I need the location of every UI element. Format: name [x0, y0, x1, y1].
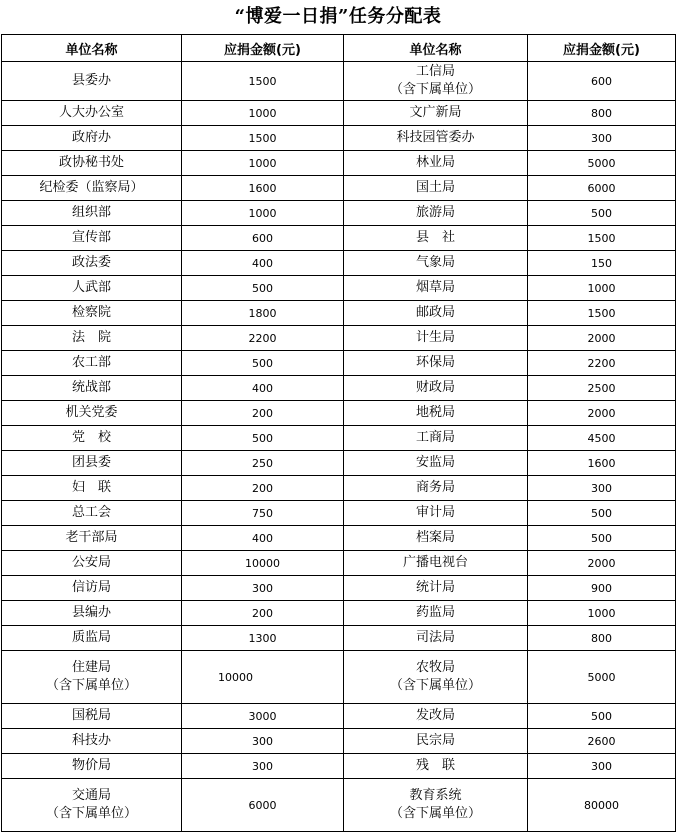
right-amount: 1600	[528, 451, 676, 476]
left-unit-name	[2, 151, 182, 176]
left-unit-name	[2, 626, 182, 651]
right-amount: 1500	[528, 301, 676, 326]
right-unit-name	[344, 251, 528, 276]
left-amount: 500	[182, 276, 344, 301]
left-unit-name	[2, 62, 182, 101]
unit-name-line: 统计局	[415, 580, 455, 595]
unit-name-line: （含下属单位）	[389, 678, 481, 693]
unit-name-line: 工信局	[415, 64, 455, 79]
left-unit-name	[2, 779, 182, 832]
unit-name-line: 安监局	[415, 455, 455, 470]
header-unit-name-left: 单位名称	[2, 35, 182, 62]
left-unit-name	[2, 704, 182, 729]
table-row	[2, 451, 676, 476]
unit-name-line: 国税局	[71, 708, 111, 723]
left-unit-name	[2, 601, 182, 626]
table-row	[2, 376, 676, 401]
left-amount: 250	[182, 451, 344, 476]
unit-name-line: （含下属单位）	[389, 806, 481, 821]
table-row	[2, 126, 676, 151]
right-amount: 300	[528, 476, 676, 501]
left-unit-name	[2, 351, 182, 376]
right-amount: 2000	[528, 551, 676, 576]
left-amount: 3000	[182, 704, 344, 729]
left-unit-name	[2, 401, 182, 426]
unit-name-line: 政府办	[71, 130, 111, 145]
unit-name-line: 商务局	[415, 480, 455, 495]
table-row	[2, 401, 676, 426]
left-unit-name	[2, 126, 182, 151]
left-amount: 10000	[182, 551, 344, 576]
donation-table	[1, 34, 676, 832]
unit-name-line: 县 社	[415, 230, 455, 245]
right-unit-name	[344, 601, 528, 626]
unit-name-line: 工商局	[415, 430, 455, 445]
left-unit-name	[2, 301, 182, 326]
unit-name-line: 气象局	[415, 255, 455, 270]
right-unit-name	[344, 126, 528, 151]
left-unit-name	[2, 426, 182, 451]
unit-name-line: 县委办	[71, 73, 111, 88]
left-amount: 1500	[182, 126, 344, 151]
right-unit-name	[344, 176, 528, 201]
right-unit-name	[344, 501, 528, 526]
right-unit-name	[344, 526, 528, 551]
right-unit-name	[344, 426, 528, 451]
left-unit-name	[2, 526, 182, 551]
unit-name-line: 信访局	[71, 580, 111, 595]
left-unit-name	[2, 754, 182, 779]
right-amount: 500	[528, 501, 676, 526]
left-amount: 750	[182, 501, 344, 526]
left-amount: 200	[182, 401, 344, 426]
right-unit-name	[344, 151, 528, 176]
header-row	[2, 35, 676, 62]
unit-name-line: 住建局	[71, 660, 111, 675]
right-unit-name	[344, 451, 528, 476]
unit-name-line: 农牧局	[415, 660, 455, 675]
unit-name-line: 审计局	[415, 505, 455, 520]
right-unit-name	[344, 576, 528, 601]
unit-name-line: 档案局	[415, 530, 455, 545]
header-amount-left: 应捐金额(元)	[182, 35, 344, 62]
unit-name-line: 文广新局	[409, 105, 462, 120]
left-amount: 1600	[182, 176, 344, 201]
unit-name-line: 政协秘书处	[58, 155, 124, 170]
table-row	[2, 476, 676, 501]
left-unit-name	[2, 501, 182, 526]
left-amount: 2200	[182, 326, 344, 351]
right-amount: 500	[528, 201, 676, 226]
right-unit-name	[344, 754, 528, 779]
left-amount: 400	[182, 526, 344, 551]
right-unit-name	[344, 101, 528, 126]
left-unit-name	[2, 201, 182, 226]
right-amount: 2000	[528, 401, 676, 426]
table-row	[2, 151, 676, 176]
right-amount: 300	[528, 754, 676, 779]
right-amount: 800	[528, 626, 676, 651]
table-row	[2, 501, 676, 526]
right-unit-name	[344, 201, 528, 226]
right-amount: 600	[528, 62, 676, 101]
left-amount: 10000	[182, 651, 344, 704]
left-amount: 200	[182, 601, 344, 626]
unit-name-line: 发改局	[415, 708, 455, 723]
table-row	[2, 251, 676, 276]
unit-name-line: （含下属单位）	[45, 678, 137, 693]
left-amount: 300	[182, 576, 344, 601]
left-amount: 1500	[182, 62, 344, 101]
right-amount: 900	[528, 576, 676, 601]
right-amount: 1000	[528, 276, 676, 301]
left-unit-name	[2, 376, 182, 401]
left-amount: 1300	[182, 626, 344, 651]
table-body	[2, 62, 676, 832]
left-amount: 300	[182, 729, 344, 754]
unit-name-line: 药监局	[415, 605, 455, 620]
unit-name-line: 烟草局	[415, 280, 455, 295]
left-amount: 500	[182, 351, 344, 376]
table-row	[2, 551, 676, 576]
unit-name-line: 政法委	[71, 255, 111, 270]
table-row	[2, 426, 676, 451]
unit-name-line: 广播电视台	[402, 555, 468, 570]
right-amount: 150	[528, 251, 676, 276]
unit-name-line: 妇 联	[71, 480, 111, 495]
table-row	[2, 62, 676, 101]
right-amount: 800	[528, 101, 676, 126]
unit-name-line: 财政局	[415, 380, 455, 395]
table-row	[2, 576, 676, 601]
unit-name-line: 党 校	[71, 430, 111, 445]
right-unit-name	[344, 704, 528, 729]
left-amount: 1000	[182, 151, 344, 176]
table-row	[2, 526, 676, 551]
unit-name-line: 人大办公室	[58, 105, 124, 120]
unit-name-line: 计生局	[415, 330, 455, 345]
right-unit-name	[344, 376, 528, 401]
left-unit-name	[2, 226, 182, 251]
right-unit-name	[344, 276, 528, 301]
left-unit-name	[2, 101, 182, 126]
left-amount: 400	[182, 251, 344, 276]
unit-name-line: 县编办	[71, 605, 111, 620]
left-unit-name	[2, 729, 182, 754]
unit-name-line: 国土局	[415, 180, 455, 195]
left-amount: 600	[182, 226, 344, 251]
right-amount: 1500	[528, 226, 676, 251]
unit-name-line: 林业局	[415, 155, 455, 170]
table-row	[2, 779, 676, 832]
right-amount: 5000	[528, 151, 676, 176]
table-row	[2, 351, 676, 376]
unit-name-line: 环保局	[415, 355, 455, 370]
document-title: “博爱一日捐”任务分配表	[234, 6, 442, 27]
left-unit-name	[2, 176, 182, 201]
right-unit-name	[344, 476, 528, 501]
right-unit-name	[344, 62, 528, 101]
table-row	[2, 101, 676, 126]
unit-name-line: 组织部	[71, 205, 111, 220]
unit-name-line: 残 联	[415, 758, 455, 773]
table-row	[2, 651, 676, 704]
unit-name-line: 教育系统	[409, 788, 462, 803]
unit-name-line: 科技园管委办	[396, 130, 475, 145]
left-unit-name	[2, 551, 182, 576]
right-amount: 2000	[528, 326, 676, 351]
unit-name-line: 宣传部	[71, 230, 111, 245]
right-amount: 4500	[528, 426, 676, 451]
left-unit-name	[2, 651, 182, 704]
unit-name-line: 质监局	[71, 630, 111, 645]
unit-name-line: 统战部	[71, 380, 111, 395]
table-row	[2, 226, 676, 251]
right-amount: 5000	[528, 651, 676, 704]
unit-name-line: 团县委	[71, 455, 111, 470]
header-amount-right: 应捐金额(元)	[528, 35, 676, 62]
left-amount: 1000	[182, 101, 344, 126]
left-amount: 1800	[182, 301, 344, 326]
left-unit-name	[2, 276, 182, 301]
left-unit-name	[2, 451, 182, 476]
table-row	[2, 326, 676, 351]
table-row	[2, 754, 676, 779]
right-unit-name	[344, 626, 528, 651]
unit-name-line: 交通局	[71, 788, 111, 803]
left-amount: 200	[182, 476, 344, 501]
left-amount: 400	[182, 376, 344, 401]
right-unit-name	[344, 301, 528, 326]
left-amount: 500	[182, 426, 344, 451]
right-unit-name	[344, 551, 528, 576]
unit-name-line: 农工部	[71, 355, 111, 370]
unit-name-line: 旅游局	[415, 205, 455, 220]
table-row	[2, 626, 676, 651]
unit-name-line: 检察院	[71, 305, 111, 320]
left-unit-name	[2, 326, 182, 351]
unit-name-line: 法 院	[71, 330, 111, 345]
right-amount: 500	[528, 704, 676, 729]
unit-name-line: 邮政局	[415, 305, 455, 320]
left-amount: 1000	[182, 201, 344, 226]
left-amount: 6000	[182, 779, 344, 832]
unit-name-line: 司法局	[415, 630, 455, 645]
right-unit-name	[344, 651, 528, 704]
table-row	[2, 704, 676, 729]
right-amount: 6000	[528, 176, 676, 201]
unit-name-line: 机关党委	[65, 405, 118, 420]
table-row	[2, 201, 676, 226]
right-unit-name	[344, 729, 528, 754]
unit-name-line: 民宗局	[415, 733, 455, 748]
right-amount: 80000	[528, 779, 676, 832]
unit-name-line: （含下属单位）	[45, 806, 137, 821]
table-row	[2, 729, 676, 754]
right-unit-name	[344, 351, 528, 376]
right-amount: 500	[528, 526, 676, 551]
left-unit-name	[2, 576, 182, 601]
unit-name-line: 地税局	[415, 405, 455, 420]
unit-name-line: 科技办	[71, 733, 111, 748]
unit-name-line: 纪检委（监察局）	[39, 180, 144, 195]
table-row	[2, 601, 676, 626]
unit-name-line: 老干部局	[65, 530, 118, 545]
unit-name-line: 物价局	[71, 758, 111, 773]
right-amount: 2200	[528, 351, 676, 376]
right-unit-name	[344, 779, 528, 832]
left-unit-name	[2, 251, 182, 276]
unit-name-line: 公安局	[71, 555, 111, 570]
table-row	[2, 301, 676, 326]
table-row	[2, 176, 676, 201]
left-unit-name	[2, 476, 182, 501]
header-unit-name-right: 单位名称	[344, 35, 528, 62]
right-unit-name	[344, 226, 528, 251]
right-unit-name	[344, 401, 528, 426]
right-amount: 1000	[528, 601, 676, 626]
table-row	[2, 276, 676, 301]
left-amount: 300	[182, 754, 344, 779]
right-amount: 2600	[528, 729, 676, 754]
unit-name-line: （含下属单位）	[389, 82, 481, 97]
unit-name-line: 总工会	[71, 505, 111, 520]
unit-name-line: 人武部	[71, 280, 111, 295]
right-amount: 300	[528, 126, 676, 151]
right-amount: 2500	[528, 376, 676, 401]
right-unit-name	[344, 326, 528, 351]
